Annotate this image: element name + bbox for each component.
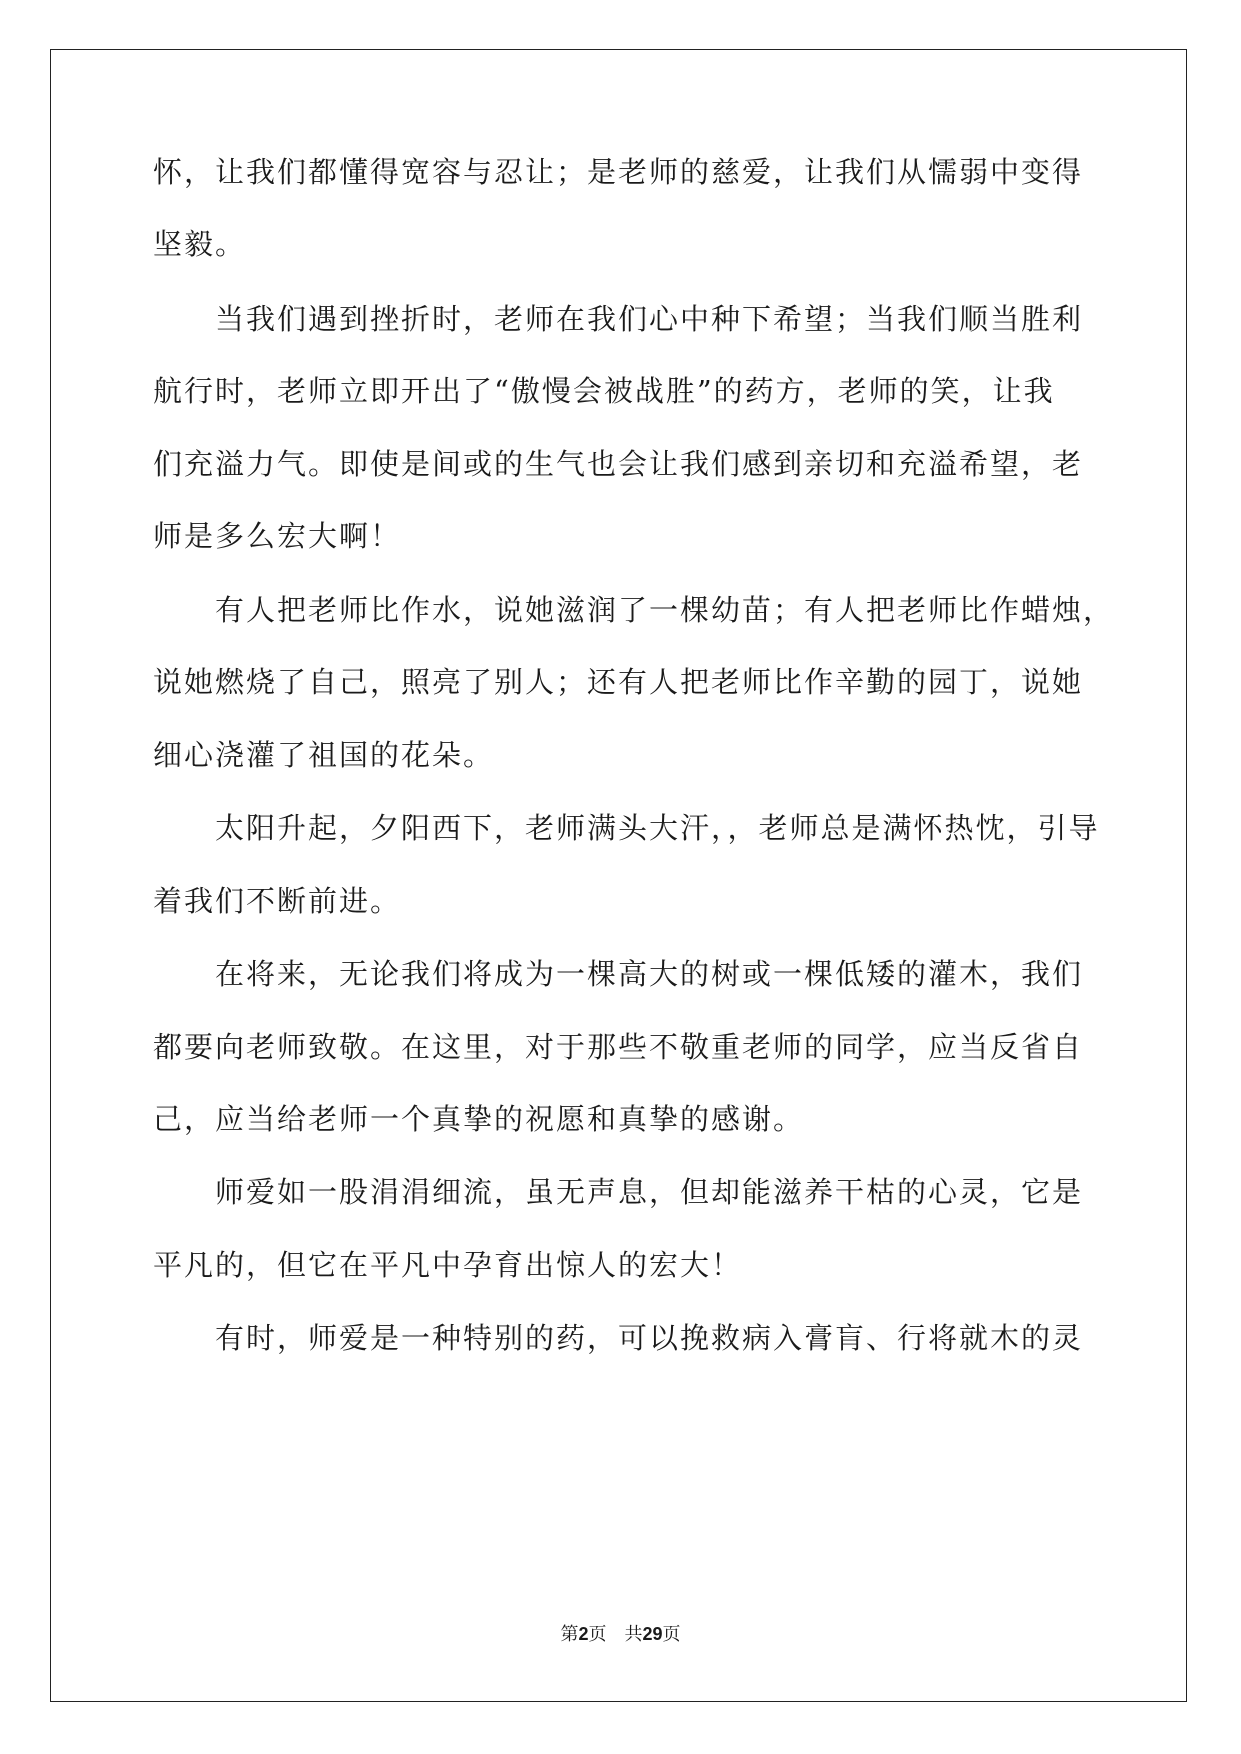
text-line: 师爱如一股涓涓细流，虽无声息，但却能滋养干枯的心灵，它是 (153, 1175, 1084, 1209)
text-line: 平凡的，但它在平凡中孕育出惊人的宏大！ (153, 1248, 743, 1282)
text-line: 说她燃烧了自己，照亮了别人；还有人把老师比作辛勤的园丁，说她 (153, 665, 1084, 699)
text-line: 坚毅。 (153, 227, 247, 261)
total-prefix: 共 (624, 1624, 643, 1645)
page-suffix: 页 (588, 1624, 607, 1645)
text-line: 太阳升起，夕阳西下，老师满头大汗，，老师总是满怀热忱，引导 (153, 811, 1100, 845)
text-line: 都要向老师致敬。在这里，对于那些不敬重老师的同学，应当反省自 (153, 1030, 1084, 1064)
total-suffix: 页 (662, 1624, 681, 1645)
text-line: 在将来，无论我们将成为一棵高大的树或一棵低矮的灌木，我们 (153, 957, 1084, 991)
text-line: 己，应当给老师一个真挚的祝愿和真挚的感谢。 (153, 1102, 805, 1136)
text-line: 有人把老师比作水，说她滋润了一棵幼苗；有人把老师比作蜡烛， (153, 593, 1115, 627)
total-pages: 29 (642, 1624, 663, 1644)
text-line: 有时，师爱是一种特别的药，可以挽救病入膏肓、行将就木的灵 (153, 1321, 1084, 1355)
text-line: 细心浇灌了祖国的花朵。 (153, 738, 495, 772)
text-line: 着我们不断前进。 (153, 884, 402, 918)
text-line: 当我们遇到挫折时，老师在我们心中种下希望；当我们顺当胜利 (153, 302, 1084, 336)
text-line: 怀，让我们都懂得宽容与忍让；是老师的慈爱，让我们从懦弱中变得 (153, 155, 1084, 189)
page-number: 2 (578, 1624, 589, 1644)
text-line: 航行时，老师立即开出了“傲慢会被战胜”的药方，老师的笑，让我 (153, 374, 1055, 408)
text-line: 师是多么宏大啊！ (153, 519, 402, 553)
text-line: 们充溢力气。即使是间或的生气也会让我们感到亲切和充溢希望，老 (153, 447, 1084, 481)
page-footer (0, 1620, 1241, 1646)
page-prefix: 第 (560, 1624, 579, 1645)
page-border (50, 49, 1187, 1702)
